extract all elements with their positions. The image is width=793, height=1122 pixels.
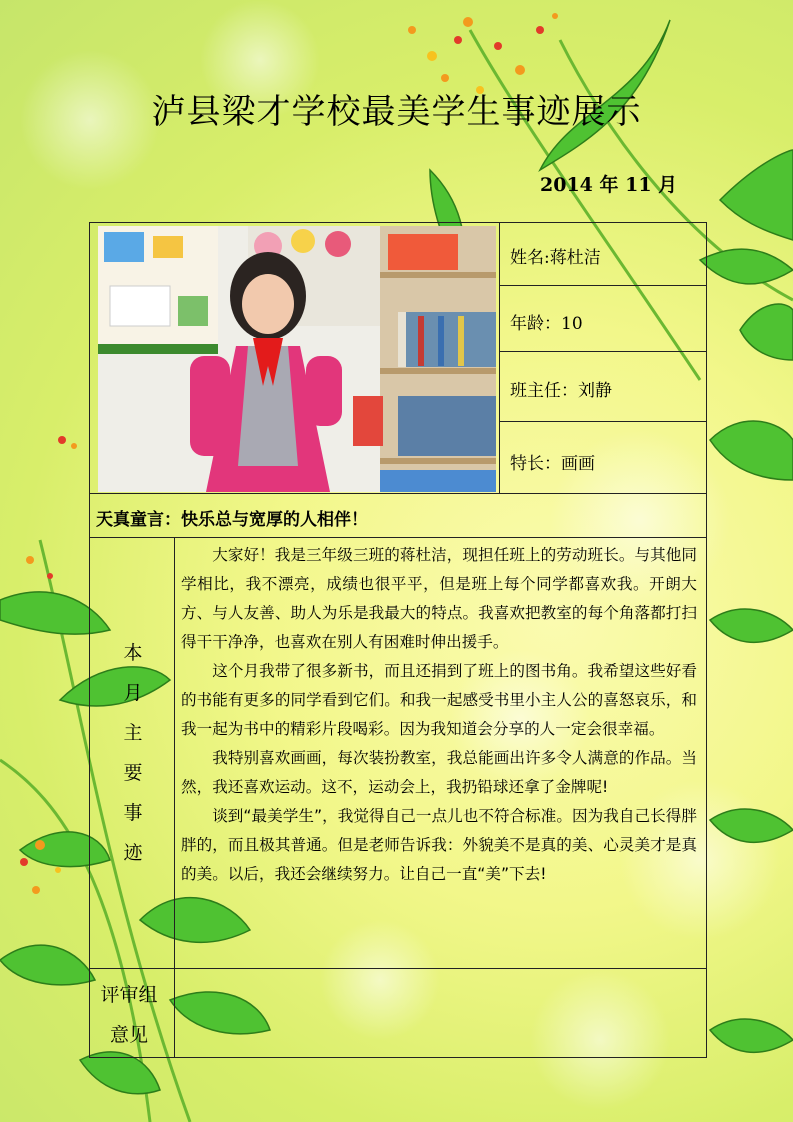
page-title: 泸县梁才学校最美学生事迹展示 <box>151 92 642 132</box>
story-label <box>118 633 148 873</box>
review-label-line: 意见 <box>109 1024 148 1046</box>
story-paragraph: 谈到“最美学生”，我觉得自己一点儿也不符合标准。因为我自己长得胖胖的，而且极其普通。但是老师告诉我：外貌美不是真的美、心灵美才是真的美。以后，我还会继续努力。让自己一直“美”下去! <box>181 807 697 883</box>
motto: 天真童言：快乐总与宽厚的人相伴！ <box>96 510 368 530</box>
student-photo <box>98 226 496 492</box>
teacher-field: 班主任：刘静 <box>510 381 612 401</box>
story-label-char: 迹 <box>123 842 143 864</box>
story-paragraph: 这个月我带了很多新书，而且还捐到了班上的图书角。我希望这些好看的书能有更多的同学看到它们。和我一起感受书里小主人公的喜怒哀乐，和我一起为书中的精彩片段喝彩。因为我知道会分享的人一定会很幸福。 <box>181 662 697 738</box>
story-label-char: 事 <box>123 802 143 824</box>
review-label-line: 评审组 <box>100 984 158 1006</box>
report-date: 2014 年 11 月 <box>540 174 678 196</box>
divider <box>499 421 707 422</box>
divider <box>499 285 707 286</box>
divider <box>499 351 707 352</box>
age-field: 年龄：10 <box>510 314 583 334</box>
story-label-char: 要 <box>123 762 143 784</box>
story-body <box>181 541 697 889</box>
review-label <box>90 975 168 1055</box>
divider <box>90 537 706 538</box>
student-photo-image <box>98 226 496 492</box>
story-label-char: 本 <box>123 642 143 664</box>
story-label-char: 主 <box>123 722 143 744</box>
name-field: 姓名:蒋杜洁 <box>510 248 601 268</box>
divider <box>174 537 175 1057</box>
divider <box>499 223 500 493</box>
specialty-field: 特长：画画 <box>510 454 595 474</box>
story-label-char: 月 <box>123 682 143 704</box>
student-profile-table <box>89 222 707 1058</box>
story-paragraph: 我特别喜欢画画，每次装扮教室，我总能画出许多令人满意的作品。当然，我还喜欢运动。这不，运动会上，我扔铅球还拿了金牌呢! <box>181 749 697 796</box>
divider <box>90 493 706 494</box>
story-paragraph: 大家好！我是三年级三班的蒋杜洁，现担任班上的劳动班长。与其他同学相比，我不漂亮，成绩也很平平，但是班上每个同学都喜欢我。开朗大方、与人友善、助人为乐是我最大的特点。我喜欢把教室的每个角落都打扫得干干净净，也喜欢在别人有困难时伸出援手。 <box>181 546 697 651</box>
divider <box>90 968 706 969</box>
